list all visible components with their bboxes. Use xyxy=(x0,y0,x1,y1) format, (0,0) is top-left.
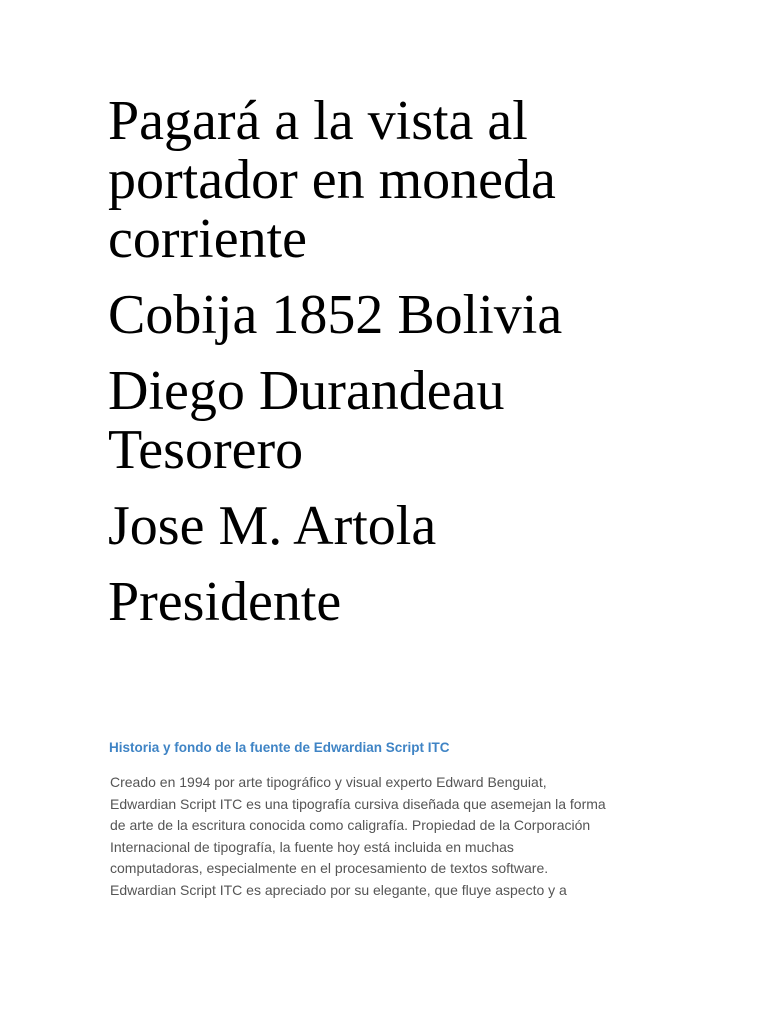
body-line: Creado en 1994 por arte tipográfico y visual experto Edward Benguiat, xyxy=(110,774,547,790)
paragraph-treasurer xyxy=(108,362,748,480)
text-line: Cobija 1852 Bolivia xyxy=(108,284,563,346)
body-line: de arte de la escritura conocida como caligrafía. Propiedad de la Corporación xyxy=(110,817,591,833)
paragraph-president-name xyxy=(108,497,748,556)
text-line: Diego Durandeau xyxy=(108,360,505,422)
text-line: Tesorero xyxy=(108,419,304,481)
text-line: Jose M. Artola xyxy=(108,495,437,557)
text-line: corriente xyxy=(108,208,307,270)
main-text-block xyxy=(108,92,748,649)
paragraph-place-date xyxy=(108,286,748,345)
body-line: computadoras, especialmente en el procesamiento de textos software. xyxy=(110,860,549,876)
text-line: Pagará a la vista al xyxy=(108,90,528,152)
body-line: Internacional de tipografía, la fuente hoy está incluida en muchas xyxy=(110,838,514,855)
text-line: portador en moneda xyxy=(108,149,556,211)
body-paragraph xyxy=(110,772,710,901)
text-line: Presidente xyxy=(108,571,342,633)
paragraph-payment-note xyxy=(108,92,748,269)
section-heading: Historia y fondo de la fuente de Edwardian Script ITC xyxy=(109,740,450,755)
body-line: Edwardian Script ITC es apreciado por su elegante, que fluye aspecto y a xyxy=(110,881,567,898)
body-line: Edwardian Script ITC es una tipografía cursiva diseñada que asemejan la forma xyxy=(110,795,606,812)
paragraph-president-title xyxy=(108,573,748,632)
